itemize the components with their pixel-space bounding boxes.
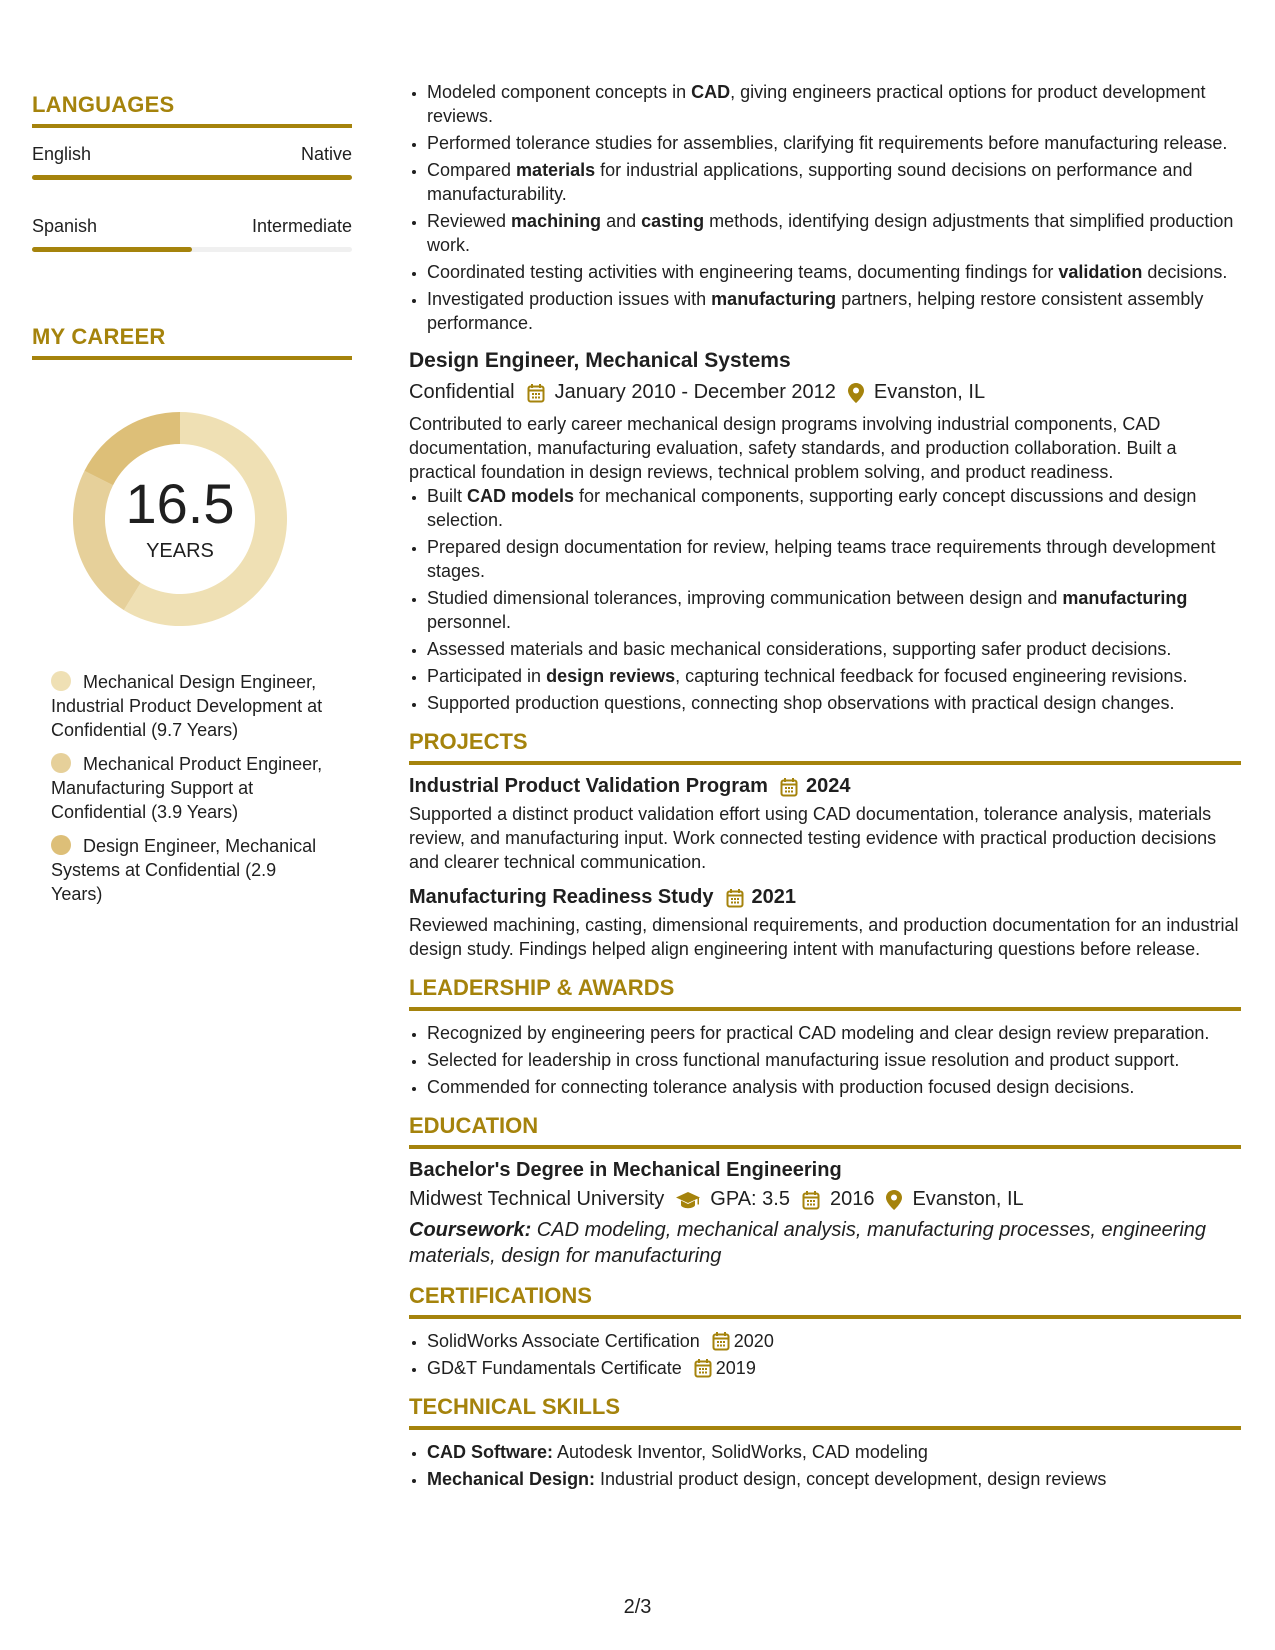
skill-item xyxy=(427,1467,1241,1491)
calendar-icon xyxy=(694,1358,712,1378)
project-description: Supported a distinct product validation effort using CAD documentation, tolerance analysis, materials review, and manufacturing input. Work connected testing evidence with practical production decisions and clearer technical communication. xyxy=(409,804,1217,872)
calendar-icon xyxy=(712,1331,730,1351)
projects-section xyxy=(409,729,1241,961)
map-pin-icon xyxy=(848,383,864,403)
language-proficiency-bar xyxy=(32,175,352,180)
bullet-item: • Studied dimensional tolerances, improving communication between design and manufacturing personnel. xyxy=(427,586,1241,634)
language-proficiency-fill xyxy=(32,247,192,252)
language-level: Intermediate xyxy=(251,216,352,236)
degree-title: Bachelor's Degree in Mechanical Engineering xyxy=(409,1159,842,1181)
graduation-year: 2016 xyxy=(829,1188,875,1210)
calendar-icon xyxy=(726,888,744,908)
job-location: Evanston, IL xyxy=(873,381,986,403)
calendar-icon xyxy=(802,1190,820,1210)
job-bullets xyxy=(409,484,1241,715)
right-column xyxy=(409,80,1241,1494)
project-name: Industrial Product Validation Program xyxy=(409,775,768,797)
skill-item xyxy=(427,1440,1241,1464)
legend-dot xyxy=(51,835,71,855)
certification-year: 2020 xyxy=(733,1331,774,1351)
education-location: Evanston, IL xyxy=(912,1188,1024,1210)
bullet-item: • Assessed materials and basic mechanical considerations, supporting safer product decisions. xyxy=(427,637,1241,661)
bullet-item: • Performed tolerance studies for assemblies, clarifying fit requirements before manufacturing release. xyxy=(427,131,1241,155)
bullet-item: • Built CAD models for mechanical components, supporting early concept discussions and design selection. xyxy=(427,484,1241,532)
project-year: 2024 xyxy=(805,775,851,797)
legend-dot xyxy=(51,671,71,691)
school-name: Midwest Technical University xyxy=(409,1188,665,1210)
language-proficiency-bar xyxy=(32,247,352,252)
bullet-item: • Coordinated testing activities with engineering teams, documenting findings for validation decisions. xyxy=(427,260,1241,284)
career-legend xyxy=(51,670,331,906)
legend-label: Mechanical Product Engineer, Manufacturing Support at Confidential (3.9 Years) xyxy=(51,754,323,822)
career-total-years: 16.5 xyxy=(125,472,235,535)
skill-label: Mechanical Design: xyxy=(427,1469,596,1489)
leadership-item: • Recognized by engineering peers for practical CAD modeling and clear design review preparation. xyxy=(427,1021,1241,1045)
graduation-cap-icon xyxy=(676,1191,700,1209)
project-name: Manufacturing Readiness Study xyxy=(409,886,714,908)
certification-name: • SolidWorks Associate Certification xyxy=(427,1331,700,1351)
certification-item xyxy=(427,1329,1241,1353)
legend-dot xyxy=(51,753,71,773)
language-spanish xyxy=(32,216,352,252)
bullet-item: • Prepared design documentation for review, helping teams trace requirements through development stages. xyxy=(427,535,1241,583)
left-column xyxy=(32,92,352,916)
education-section xyxy=(409,1113,1241,1269)
languages-heading: LANGUAGES xyxy=(32,92,352,128)
project-description: Reviewed machining, casting, dimensional requirements, and production documentation for an industrial design study. Findings helped align engineering intent with manufacturing questions before release. xyxy=(409,915,1239,959)
job-company: Confidential xyxy=(409,381,515,403)
map-pin-icon xyxy=(886,1190,902,1210)
skill-value: Autodesk Inventor, SolidWorks, CAD modeling xyxy=(553,1442,928,1462)
gpa: GPA: 3.5 xyxy=(710,1188,790,1210)
bullet-item: • Compared materials for industrial applications, supporting sound decisions on performance and manufacturability. xyxy=(427,158,1241,206)
bullet-item: • Modeled component concepts in CAD, giving engineers practical options for product development reviews. xyxy=(427,80,1241,128)
legend-item xyxy=(51,752,331,824)
leadership-section xyxy=(409,975,1241,1099)
career-years-label: YEARS xyxy=(146,540,214,562)
skill-value: Industrial product design, concept development, design reviews xyxy=(595,1469,1107,1489)
certification-year: 2019 xyxy=(715,1358,756,1378)
career-heading: MY CAREER xyxy=(32,324,352,360)
language-proficiency-fill xyxy=(32,175,352,180)
calendar-icon xyxy=(780,777,798,797)
language-level: Native xyxy=(300,144,352,164)
certifications-heading: CERTIFICATIONS xyxy=(409,1283,1241,1319)
education-meta xyxy=(409,1188,1241,1211)
bullet-item: • Participated in design reviews, capturing technical feedback for focused engineering revisions. xyxy=(427,664,1241,688)
coursework-list: CAD modeling, mechanical analysis, manufacturing processes, engineering materials, design for manufacturing xyxy=(409,1219,1207,1267)
job-title: Design Engineer, Mechanical Systems xyxy=(409,349,791,372)
projects-heading: PROJECTS xyxy=(409,729,1241,765)
job-meta xyxy=(409,381,1241,404)
skills-section xyxy=(409,1394,1241,1491)
certification-item xyxy=(427,1356,1241,1380)
skill-label: CAD Software: xyxy=(427,1442,554,1462)
skills-heading: TECHNICAL SKILLS xyxy=(409,1394,1241,1430)
leadership-item: • Commended for connecting tolerance analysis with production focused design decisions. xyxy=(427,1075,1241,1099)
education-heading: EDUCATION xyxy=(409,1113,1241,1149)
language-name: English xyxy=(32,144,92,164)
legend-item xyxy=(51,670,331,742)
bullet-item: • Investigated production issues with manufacturing partners, helping restore consistent assembly performance. xyxy=(427,287,1241,335)
leadership-heading: LEADERSHIP & AWARDS xyxy=(409,975,1241,1011)
job-summary: Contributed to early career mechanical design programs involving industrial components, CAD documentation, manufacturing evaluation, safety standards, and production collaboration. Built a practical foundation in design reviews, technical problem solving, and product readiness. xyxy=(409,414,1177,482)
calendar-icon xyxy=(527,383,545,403)
job-dates: January 2010 - December 2012 xyxy=(554,381,836,403)
language-english xyxy=(32,144,352,180)
legend-label: Design Engineer, Mechanical Systems at Confidential (2.9 Years) xyxy=(51,836,317,904)
career-donut-chart xyxy=(65,404,295,634)
legend-label: Mechanical Design Engineer, Industrial Product Development at Confidential (9.7 Years) xyxy=(51,672,323,740)
page-number: 2/3 xyxy=(623,1596,652,1618)
previous-job-bullets xyxy=(409,80,1241,335)
legend-item xyxy=(51,834,331,906)
leadership-item: • Selected for leadership in cross functional manufacturing issue resolution and product support. xyxy=(427,1048,1241,1072)
project-year: 2021 xyxy=(751,886,796,908)
project-item xyxy=(409,775,1241,874)
coursework-label: Coursework: xyxy=(409,1219,532,1241)
certification-name: • GD&T Fundamentals Certificate xyxy=(427,1358,682,1378)
certifications-section xyxy=(409,1283,1241,1380)
project-item xyxy=(409,886,1241,961)
bullet-item: • Supported production questions, connecting shop observations with practical design changes. xyxy=(427,691,1241,715)
language-name: Spanish xyxy=(32,216,98,236)
coursework xyxy=(409,1217,1241,1269)
bullet-item: • Reviewed machining and casting methods, identifying design adjustments that simplified production work. xyxy=(427,209,1241,257)
